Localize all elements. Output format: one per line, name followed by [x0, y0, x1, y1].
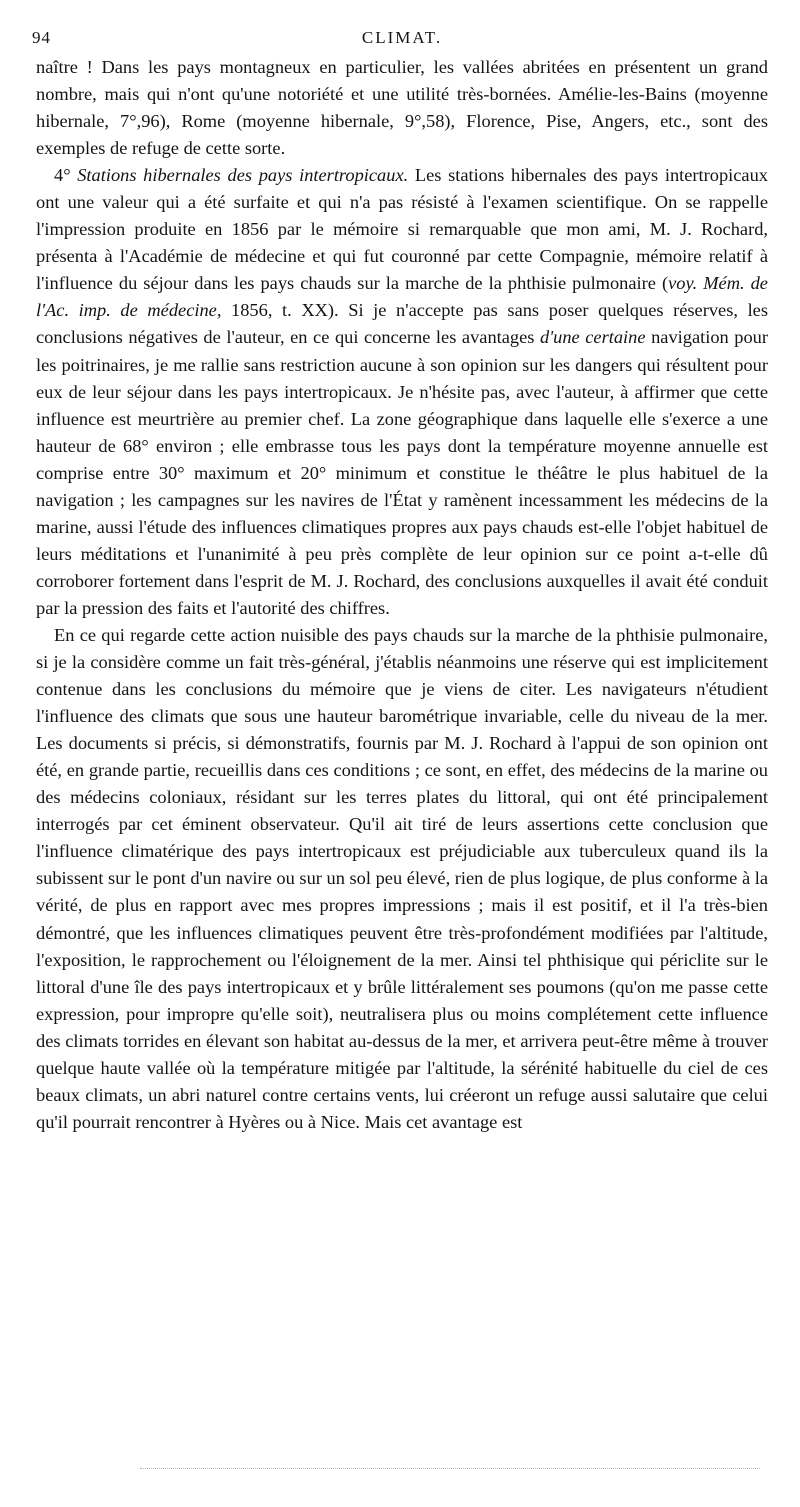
section-heading: Stations hibernales des pays intertropicaux. [77, 165, 409, 186]
paragraph-text: navigation pour les poitrinaires, je me rallie sans restriction aucune à son opinion sur les dangers qui résultent pour eux de leur séjour dans les pays intertropicaux. Je n'hésite pas, avec l'auteur, à affirmer que cette influence est meurtrière au premier chef. La zone géographique dans laquelle elle s'exerce a une hauteur de 68° environ ; elle embrasse tous les pays dont la température moyenne annuelle est comprise entre 30° maximum et 20° minimum et constitue le théâtre le plus habituel de la navigation ; les campagnes sur les navires de l'État y ramènent incessamment les médecins de la marine, aussi l'étude des influences climatiques propres aux pays chauds est-elle l'objet habituel de leurs méditations et l'unanimité à peu près complète de leur opinion sur ce point a-t-elle dû corroborer fortement dans l'esprit de M. J. Rochard, des conclusions auxquelles il avait été conduit par la pression des faits et l'autorité des chiffres. [36, 327, 768, 618]
section-number: 4° [54, 165, 78, 186]
emphasis-italic: d'une certaine [540, 327, 646, 348]
bottom-dotted-rule [140, 1468, 760, 1469]
paragraph-stations-intertropicales [36, 162, 768, 622]
book-page [32, 24, 768, 1136]
citation-italic: voy. Mém. de l'Ac. imp. de médecine, [36, 273, 768, 321]
paragraph-continuation [36, 54, 768, 162]
running-title: CLIMAT. [361, 28, 443, 47]
paragraph-text: naître ! Dans les pays montagneux en particulier, les vallées abritées en présentent un grand nombre, mais qui n'ont qu'une notoriété et une utilité très-bornées. Amélie-les-Bains (moyenne hibernale, 7°,96), Rome (moyenne hibernale, 9°,58), Florence, Pise, Angers, etc., sont des exemples de refuge de cette sorte. [36, 57, 768, 159]
page-number: 94 [32, 28, 51, 47]
paragraph-text: En ce qui regarde cette action nuisible des pays chauds sur la marche de la phthisie pulmonaire, si je la considère comme un fait très-général, j'établis néanmoins une réserve qui est implicitement contenue dans les conclusions du mémoire que je viens de citer. Les navigateurs n'étudient l'influence des climats que sous une hauteur barométrique invariable, celle du niveau de la mer. Les documents si précis, si démonstratifs, fournis par M. J. Rochard à l'appui de son opinion ont été, en grande partie, recueillis dans ces conditions ; ce sont, en effet, des médecins de la marine ou des médecins coloniaux, résidant sur les terres plates du littoral, qui ont été principalement interrogés par cet éminent observateur. Qu'il ait tiré de leurs assertions cette conclusion que l'influence climatérique des pays intertropicaux est préjudiciable aux tuberculeux quand ils la subissent sur le pont d'un navire ou sur un sol peu élevé, rien de plus logique, de plus conforme à la vérité, de plus en rapport avec mes propres impressions ; mais il est positif, et il l'a très-bien démontré, que les influences climatiques peuvent être très-profondément modifiées par l'altitude, l'exposition, le rapprochement ou l'éloignement de la mer. Ainsi tel phthisique qui périclite sur le littoral d'une île des pays intertropicaux et y brûle littéralement ses poumons (qu'on me passe cette expression, pour impropre qu'elle soit), neutralisera plus ou moins complétement cette influence des climats torrides en élevant son habitat au-dessus de la mer, et arrivera peut-être même à trouver quelque haute vallée où la température mitigée par l'altitude, la sérénité habituelle du ciel de ces beaux climats, un abri naturel contre certains vents, lui créeront un refuge aussi salutaire que celui qu'il pourrait rencontrer à Hyères ou à Nice. Mais cet avantage est [36, 624, 768, 1132]
body-text [36, 54, 768, 1136]
paragraph-action-nuisible [36, 622, 768, 1136]
running-head [32, 24, 768, 54]
paragraph-text: 1856, t. XX). Si je n'accepte pas sans poser quelques réserves, les conclusions négatives de l'auteur, en ce qui concerne les avantages [36, 300, 768, 348]
paragraph-text: Les stations hibernales des pays intertropicaux ont une valeur qui a été surfaite et qui n'a pas résisté à l'examen scientifique. On se rappelle l'impression produite en 1856 par le mémoire si remarquable que mon ami, M. J. Rochard, présenta à l'Académie de médecine et qui fut couronné par cette Compagnie, mémoire relatif à l'influence du séjour dans les pays chauds sur la marche de la phthisie pulmonaire ( [36, 165, 768, 294]
